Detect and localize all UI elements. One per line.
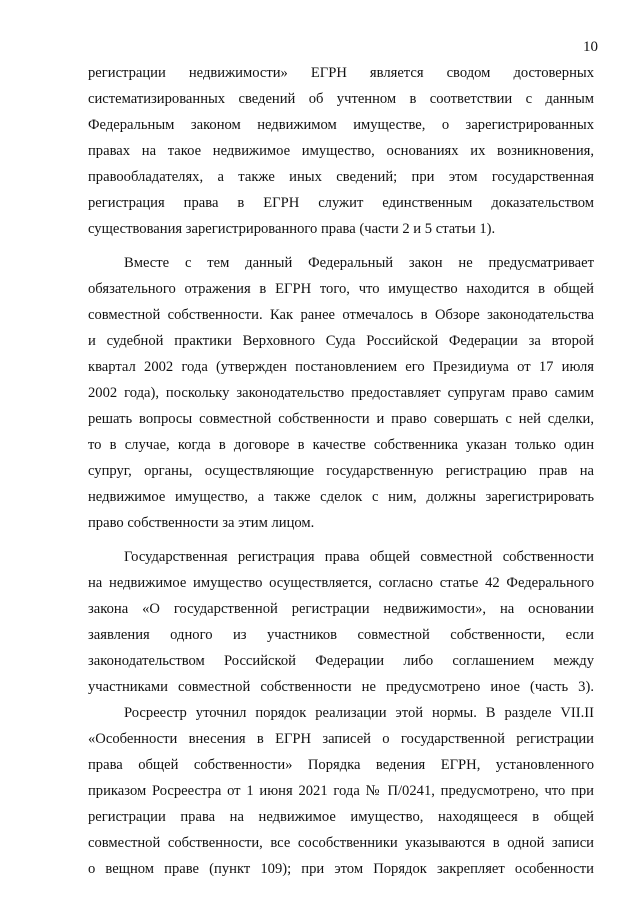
text-line: Вместе с тем данный Федеральный закон не предусматривает [124, 255, 594, 271]
text-line: решать вопросы совместной собственности и право совершать с ней сделки, [88, 411, 594, 427]
text-line: на недвижимое имущество осуществляется, согласно статье 42 Федерального [88, 575, 594, 591]
text-line: и судебной практики Верховного Суда Российской Федерации за второй [88, 333, 594, 349]
text-line: систематизированных сведений об учтенном в соответствии с данным [88, 91, 594, 107]
text-line: Государственная регистрация права общей совместной собственности [124, 549, 594, 565]
paragraph-gap [88, 536, 594, 544]
text-line: закона «О государственной регистрации недвижимости», на основании [88, 601, 594, 617]
page-number: 10 [583, 39, 598, 55]
text-line: существования зарегистрированного права (части 2 и 5 статьи 1). [88, 221, 496, 237]
text-line: совместной собственности, все сособственники указываются в одной записи [88, 835, 594, 851]
text-line: совместной собственности. Как ранее отмечалось в Обзоре законодательства [88, 307, 594, 323]
text-line: регистрации недвижимости» ЕГРН является сводом достоверных [88, 65, 594, 81]
text-line: Федеральным законом недвижимом имуществе, о зарегистрированных [88, 117, 594, 133]
text-line: квартал 2002 года (утвержден постановлением его Президиума от 17 июля [88, 359, 594, 375]
text-line: супруг, органы, осуществляющие государственную регистрацию прав на [88, 463, 594, 479]
text-line: то в случае, когда в договоре в качестве собственника указан только один [88, 437, 594, 453]
text-line: «Особенности внесения в ЕГРН записей о государственной регистрации [88, 731, 594, 747]
text-line: регистрации права на недвижимое имущество, находящееся в общей [88, 809, 594, 825]
text-line: права общей собственности» Порядка ведения ЕГРН, установленного [88, 757, 594, 773]
text-line: 2002 года), поскольку законодательство предоставляет супругам право самим [88, 385, 594, 401]
text-line: законодательством Российской Федерации либо соглашением между [88, 653, 594, 669]
paragraph-2 [88, 250, 594, 536]
body-text [88, 60, 594, 882]
text-line: заявления одного из участников совместной собственности, если [88, 627, 594, 643]
text-line: о вещном праве (пункт 109); при этом Порядок закрепляет особенности [88, 861, 594, 877]
text-line: участниками совместной собственности не предусмотрено иное (часть 3). [88, 679, 594, 695]
text-line: обязательного отражения в ЕГРН того, что имущество находится в общей [88, 281, 594, 297]
text-line: Росреестр уточнил порядок реализации этой нормы. В разделе VII.II [124, 705, 594, 721]
paragraph-3 [88, 544, 594, 882]
paragraph-1 [88, 60, 594, 242]
paragraph-gap [88, 242, 594, 250]
text-line: правах на такое недвижимое имущество, основаниях их возникновения, [88, 143, 594, 159]
text-line: правообладателях, а также иных сведений; при этом государственная [88, 169, 594, 185]
text-line: право собственности за этим лицом. [88, 515, 315, 531]
text-line: приказом Росреестра от 1 июня 2021 года № П/0241, предусмотрено, что при [88, 783, 594, 799]
text-line: регистрация права в ЕГРН служит единственным доказательством [88, 195, 594, 211]
text-line: недвижимое имущество, а также сделок с ним, должны зарегистрировать [88, 489, 594, 505]
